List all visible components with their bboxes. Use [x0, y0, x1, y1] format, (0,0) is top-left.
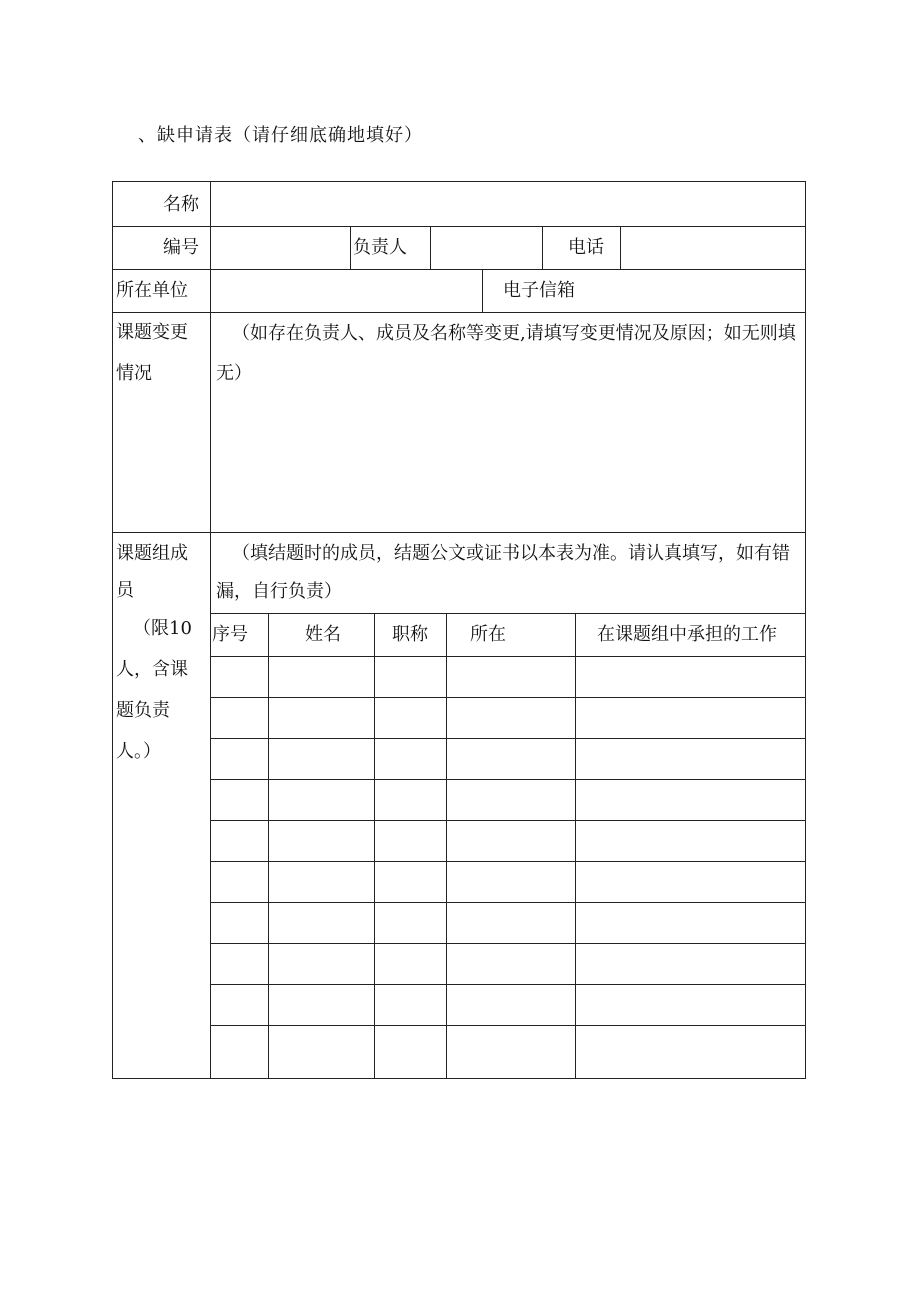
row-divider — [113, 269, 806, 270]
column-header: 在课题组中承担的工作 — [597, 624, 777, 645]
column-divider — [268, 613, 269, 1079]
page-title: 、缺申请表（请仔细底确地填好） — [138, 125, 423, 146]
change-label: 课题变更 — [116, 322, 188, 343]
cell-divider — [620, 226, 621, 269]
members-limit: （限10 — [133, 618, 192, 639]
column-header: 职称 — [392, 624, 428, 645]
table-row[interactable] — [210, 1025, 806, 1079]
members-limit: 题负责 — [116, 700, 170, 721]
column-header: 所在 — [470, 624, 506, 645]
row-divider — [210, 226, 806, 227]
table-row[interactable] — [210, 697, 806, 738]
members-limit: 人。） — [116, 741, 161, 762]
change-note: （如存在负责人、成员及名称等变更,请填写变更情况及原因；如无则填无） — [216, 323, 796, 384]
application-form — [112, 181, 806, 1079]
members-label: 员 — [116, 580, 134, 601]
change-label: 情况 — [116, 363, 152, 384]
phone-label: 电话 — [568, 237, 604, 258]
row-divider — [210, 613, 806, 614]
column-divider — [446, 613, 447, 1079]
cell-divider — [542, 226, 543, 269]
members-label: 课题组成 — [116, 543, 188, 564]
email-label: 电子信箱 — [503, 280, 575, 301]
table-row[interactable] — [210, 861, 806, 902]
number-label: 编号 — [163, 237, 199, 258]
table-row[interactable] — [210, 738, 806, 779]
table-row[interactable] — [210, 902, 806, 943]
table-row[interactable] — [210, 984, 806, 1025]
row-divider — [113, 312, 806, 313]
leader-label: 负责人 — [353, 237, 407, 258]
table-row[interactable] — [210, 943, 806, 984]
table-row[interactable] — [210, 656, 806, 697]
cell-divider — [430, 226, 431, 269]
table-row[interactable] — [210, 820, 806, 861]
column-divider — [374, 613, 375, 1079]
table-row[interactable] — [210, 779, 806, 820]
row-divider — [113, 226, 210, 227]
members-note: （填结题时的成员，结题公文或证书以本表为准。请认真填写，如有错漏，自行负责） — [216, 543, 790, 602]
column-divider — [575, 613, 576, 1079]
name-label: 名称 — [163, 194, 199, 215]
unit-label: 所在单位 — [116, 280, 188, 301]
column-header: 序号 — [212, 624, 248, 645]
cell-divider — [350, 226, 351, 269]
cell-divider — [482, 269, 483, 312]
row-divider — [113, 532, 806, 533]
column-header: 姓名 — [305, 624, 341, 645]
members-limit: 人，含课 — [116, 659, 188, 680]
